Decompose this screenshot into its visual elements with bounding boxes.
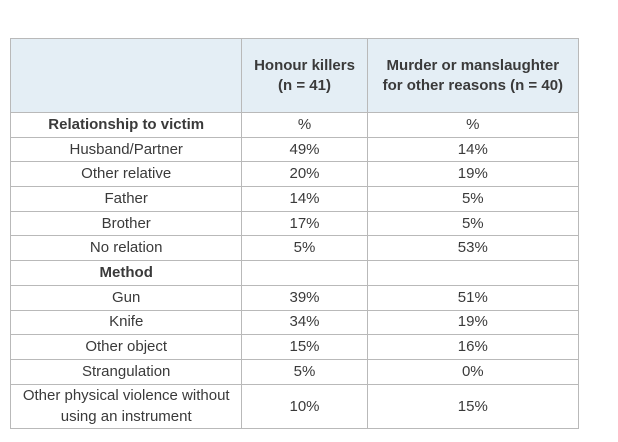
section-row-method: [11, 261, 579, 286]
table-row: [11, 211, 579, 236]
cell-honour: 17%: [242, 211, 367, 236]
cell-other: 15%: [367, 384, 578, 428]
cell-honour: [242, 261, 367, 286]
cell-other: 19%: [367, 310, 578, 335]
cell-honour: 14%: [242, 187, 367, 212]
row-label: [11, 384, 242, 428]
cell-other: 5%: [367, 211, 578, 236]
table-row: [11, 162, 579, 187]
cell-other: 16%: [367, 335, 578, 360]
cell-other: 14%: [367, 137, 578, 162]
row-label-line1: Other physical violence without: [22, 387, 230, 405]
cell-other: [367, 261, 578, 286]
cell-honour: 5%: [242, 236, 367, 261]
cell-honour: 34%: [242, 310, 367, 335]
cell-other: 53%: [367, 236, 578, 261]
row-label: Other relative: [11, 162, 242, 187]
header-empty-cell: [11, 39, 242, 113]
table-row: [11, 187, 579, 212]
row-label: Father: [11, 187, 242, 212]
section-label: Method: [11, 261, 242, 286]
row-label: Strangulation: [11, 359, 242, 384]
table-row: [11, 384, 579, 428]
header-honour-title: Honour killers: [254, 56, 355, 74]
header-other-count: for other reasons (n = 40): [382, 76, 564, 94]
cell-other: 0%: [367, 359, 578, 384]
cell-honour: 39%: [242, 285, 367, 310]
row-label: Other object: [11, 335, 242, 360]
table-row: [11, 359, 579, 384]
cell-honour: 20%: [242, 162, 367, 187]
table-row: [11, 236, 579, 261]
row-label: Gun: [11, 285, 242, 310]
cell-other: %: [367, 113, 578, 138]
section-row-relationship: [11, 113, 579, 138]
cell-honour: 49%: [242, 137, 367, 162]
table-header-row: [11, 39, 579, 113]
row-label: No relation: [11, 236, 242, 261]
row-label-line2: using an instrument: [60, 408, 192, 426]
row-label: Brother: [11, 211, 242, 236]
cell-honour: 5%: [242, 359, 367, 384]
section-label: Relationship to victim: [11, 113, 242, 138]
table-row: [11, 137, 579, 162]
table-row: [11, 310, 579, 335]
comparison-table: [10, 38, 579, 429]
row-label: Knife: [11, 310, 242, 335]
table-row: [11, 335, 579, 360]
header-other-reasons: [367, 39, 578, 113]
cell-honour: %: [242, 113, 367, 138]
header-other-title: Murder or manslaughter: [386, 56, 560, 74]
cell-other: 5%: [367, 187, 578, 212]
cell-honour: 10%: [242, 384, 367, 428]
table-row: [11, 285, 579, 310]
cell-honour: 15%: [242, 335, 367, 360]
header-honour-killers: [242, 39, 367, 113]
row-label: Husband/Partner: [11, 137, 242, 162]
cell-other: 51%: [367, 285, 578, 310]
cell-other: 19%: [367, 162, 578, 187]
header-honour-count: (n = 41): [278, 76, 331, 94]
